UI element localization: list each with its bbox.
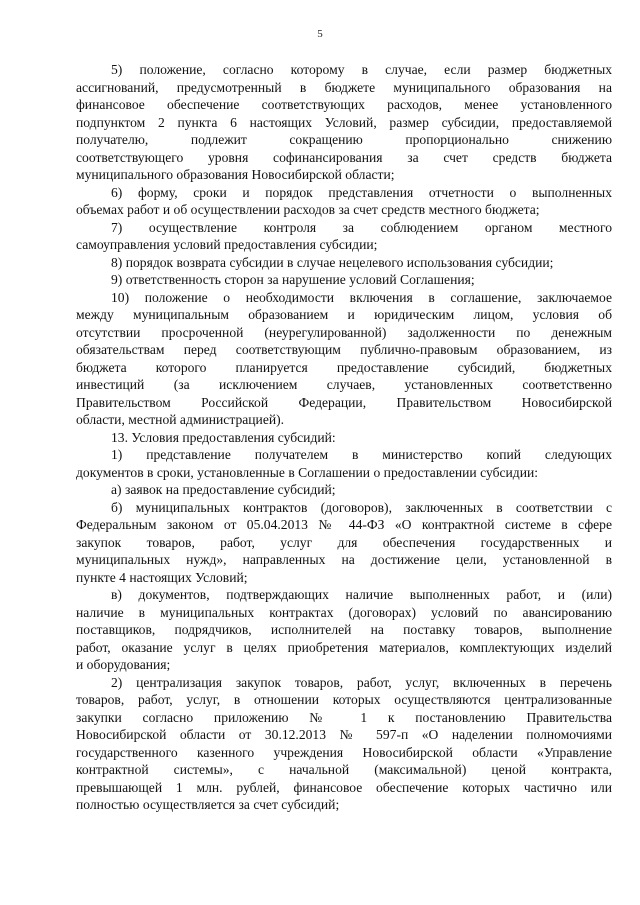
text-line: государственного казенного учреждения Новосибирской области «Управление [76,744,612,760]
text-line: отсутствии просроченной (неурегулированной) задолженности по денежным [76,324,612,340]
text-line: обязательствам перед соответствующим публично-правовым образованием, из [76,342,612,357]
text-line: 13. Условия предоставления субсидий: [111,429,336,445]
text-line: контрактной системы», с начальной (максимальной) ценой контракта, [76,762,612,777]
text-line: инвестиций (за исключением случаев, установленных соответственно [76,377,612,392]
text-line: 6) форму, сроки и порядок представления отчетности о выполненных [111,184,612,200]
text-line: поставщиков, подрядчиков, исполнителей на поставку товаров, выполнение [76,622,612,637]
text-line: муниципальных нужд», направленных на достижение цели, установленной в [76,552,612,567]
text-line: 7) осуществление контроля за соблюдением органом местного [111,219,612,235]
text-line: полностью осуществляется за счет субсидий; [76,797,340,812]
text-line: бюджета которого планируется предоставление субсидий, бюджетных [76,359,612,375]
text-line: ассигнований, предусмотренный в бюджете муниципального образования на [76,79,612,95]
text-line: финансовое обеспечение соответствующих расходов, менее установленного [76,97,612,112]
text-line: наличие в муниципальных контрактах (договорах) условий по авансированию [76,604,612,620]
text-line: закупок товаров, работ, услуг для обеспечения государственных и [76,534,612,550]
text-line: и оборудования; [76,657,171,672]
page-number: 5 [317,28,323,40]
text-line: Новосибирской области от 30.12.2013 № 597-п «О наделении полномочиями [76,727,612,742]
text-line: Федеральным законом от 05.04.2013 № 44-ФЗ «О контрактной системе в сфере [76,517,612,532]
text-line: товаров, работ, услуг, в отношении которых осуществляются централизованные [76,692,612,707]
text-line: подпунктом 2 пункта 6 настоящих Условий, размер субсидии, предоставляемой [76,114,612,130]
text-line: работ, оказание услуг в целях приобретения материалов, комплектующих изделий [76,639,612,655]
text-line: между муниципальным образованием и юридическим лицом, условия об [76,307,612,322]
text-line: самоуправления условий предоставления субсидии; [76,237,378,252]
text-line: б) муниципальных контрактов (договоров), заключенных в соответствии с [111,499,612,515]
text-line: соответствующего уровня софинансирования за счет средств бюджета [76,149,612,165]
text-line: 5) положение, согласно которому в случае, если размер бюджетных [111,62,612,77]
text-line: документов в сроки, установленные в Соглашении о предоставлении субсидии: [76,464,539,480]
document-body [76,61,612,814]
text-line: 9) ответственность сторон за нарушение условий Соглашения; [111,272,475,287]
text-line: объемах работ и об осуществлении расходов за счет средств местного бюджета; [76,202,540,217]
text-line: превышающей 1 млн. рублей, финансовое обеспечение которых частично или [76,779,612,795]
text-line: пункте 4 настоящих Условий; [76,569,248,585]
text-line: 2) централизация закупок товаров, работ, услуг, включенных в перечень [111,674,612,690]
text-line: 1) представление получателем в министерство копий следующих [111,447,612,462]
text-line: закупки согласно приложению № 1 к постановлению Правительства [76,709,612,725]
text-line: 8) порядок возврата субсидии в случае нецелевого использования субсидии; [111,254,554,270]
text-line: 10) положение о необходимости включения в соглашение, заключаемое [111,289,612,305]
text-line: муниципального образования Новосибирской области; [76,167,395,182]
text-line: области, местной администрацией). [76,412,285,427]
text-line: а) заявок на предоставление субсидий; [111,482,336,497]
text-line: в) документов, подтверждающих наличие выполненных работ, и (или) [111,587,612,602]
text-line: получателю, подлежит сокращению пропорционально снижению [76,132,612,147]
text-line: Правительством Российской Федерации, Правительством Новосибирской [76,394,612,410]
